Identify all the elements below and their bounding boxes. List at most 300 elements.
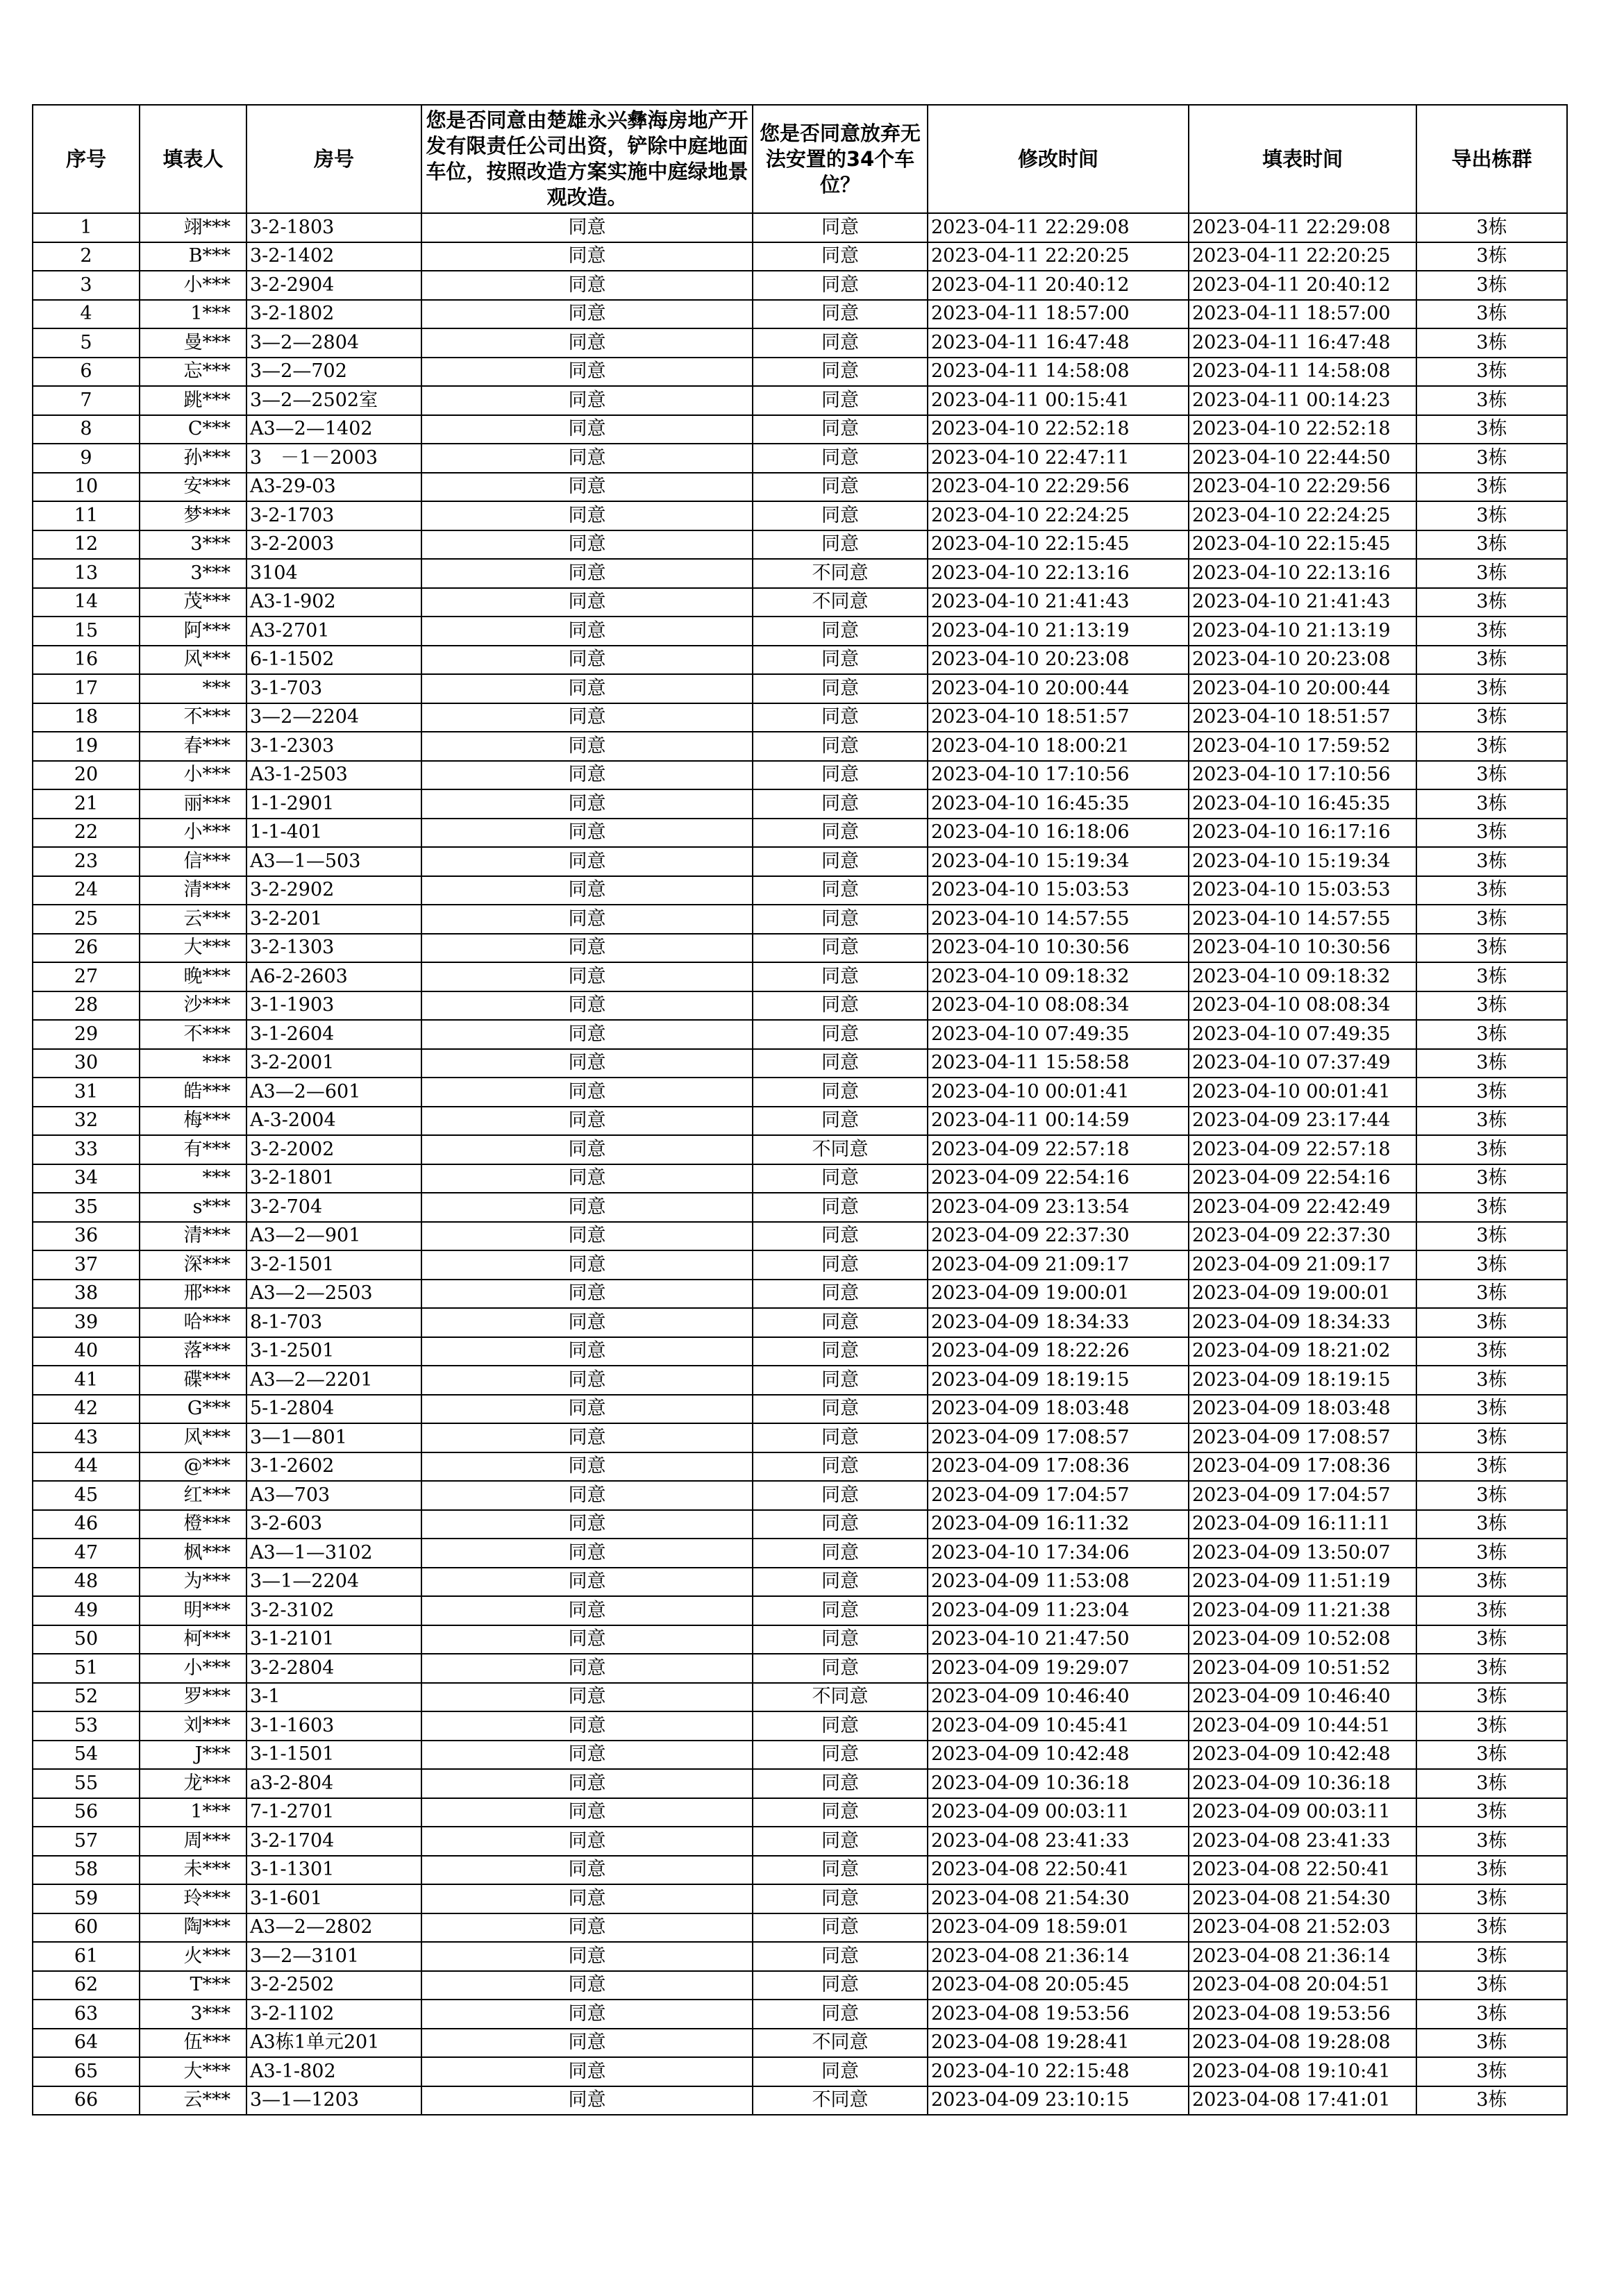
- cell-building-group: 3栋: [1416, 559, 1567, 588]
- cell-filled-time: 2023-04-08 21:54:30: [1189, 1884, 1416, 1913]
- cell-respondent: 跳***: [140, 386, 246, 415]
- cell-room-number: 3-2-1802: [246, 300, 421, 329]
- cell-parking-answer: 同意: [753, 530, 928, 560]
- cell-modified-time: 2023-04-11 22:20:25: [928, 242, 1189, 271]
- cell-modified-time: 2023-04-09 17:08:36: [928, 1452, 1189, 1482]
- cell-room-number: 3—2—702: [246, 358, 421, 387]
- cell-filled-time: 2023-04-09 18:21:02: [1189, 1337, 1416, 1366]
- cell-parking-answer: 同意: [753, 1280, 928, 1309]
- cell-renovation-answer: 同意: [421, 1107, 753, 1136]
- cell-modified-time: 2023-04-11 15:58:58: [928, 1049, 1189, 1078]
- cell-room-number: 3—1—1203: [246, 2086, 421, 2115]
- cell-respondent: 3***: [140, 530, 246, 560]
- cell-filled-time: 2023-04-09 18:03:48: [1189, 1395, 1416, 1424]
- cell-modified-time: 2023-04-10 14:57:55: [928, 905, 1189, 934]
- cell-room-number: 3-2-2001: [246, 1049, 421, 1078]
- cell-filled-time: 2023-04-10 08:08:34: [1189, 991, 1416, 1021]
- cell-renovation-answer: 同意: [421, 271, 753, 300]
- cell-building-group: 3栋: [1416, 1481, 1567, 1510]
- cell-modified-time: 2023-04-10 22:15:48: [928, 2057, 1189, 2086]
- cell-modified-time: 2023-04-09 17:08:57: [928, 1423, 1189, 1452]
- cell-building-group: 3栋: [1416, 646, 1567, 675]
- cell-respondent: ***: [140, 1049, 246, 1078]
- cell-room-number: 3-1-601: [246, 1884, 421, 1913]
- cell-room-number: A6-2-2603: [246, 962, 421, 991]
- cell-index: 55: [33, 1769, 140, 1798]
- cell-index: 12: [33, 530, 140, 560]
- cell-modified-time: 2023-04-09 10:36:18: [928, 1769, 1189, 1798]
- cell-parking-answer: 同意: [753, 703, 928, 732]
- cell-modified-time: 2023-04-10 21:13:19: [928, 617, 1189, 646]
- cell-renovation-answer: 同意: [421, 588, 753, 617]
- cell-renovation-answer: 同意: [421, 1942, 753, 1971]
- cell-respondent: 为***: [140, 1568, 246, 1597]
- table-row: [33, 1596, 1567, 1625]
- table-row: [33, 1884, 1567, 1913]
- cell-modified-time: 2023-04-09 22:54:16: [928, 1164, 1189, 1193]
- cell-parking-answer: 不同意: [753, 1135, 928, 1164]
- cell-building-group: 3栋: [1416, 789, 1567, 819]
- cell-room-number: A3-1-802: [246, 2057, 421, 2086]
- cell-renovation-answer: 同意: [421, 1856, 753, 1885]
- cell-building-group: 3栋: [1416, 444, 1567, 473]
- cell-building-group: 3栋: [1416, 847, 1567, 876]
- cell-parking-answer: 不同意: [753, 1683, 928, 1712]
- cell-parking-answer: 不同意: [753, 559, 928, 588]
- cell-renovation-answer: 同意: [421, 1510, 753, 1539]
- cell-index: 58: [33, 1856, 140, 1885]
- table-row: [33, 1827, 1567, 1856]
- cell-renovation-answer: 同意: [421, 213, 753, 242]
- cell-index: 4: [33, 300, 140, 329]
- cell-modified-time: 2023-04-10 22:24:25: [928, 501, 1189, 530]
- cell-building-group: 3栋: [1416, 1078, 1567, 1107]
- cell-modified-time: 2023-04-09 18:59:01: [928, 1913, 1189, 1943]
- cell-index: 43: [33, 1423, 140, 1452]
- cell-filled-time: 2023-04-10 22:44:50: [1189, 444, 1416, 473]
- table-row: [33, 991, 1567, 1021]
- cell-building-group: 3栋: [1416, 1164, 1567, 1193]
- cell-respondent: 清***: [140, 1222, 246, 1251]
- cell-filled-time: 2023-04-10 15:03:53: [1189, 876, 1416, 905]
- cell-renovation-answer: 同意: [421, 1193, 753, 1222]
- cell-filled-time: 2023-04-10 22:24:25: [1189, 501, 1416, 530]
- cell-room-number: 1-1-401: [246, 819, 421, 848]
- cell-room-number: A3-29-03: [246, 473, 421, 502]
- cell-building-group: 3栋: [1416, 2086, 1567, 2115]
- cell-parking-answer: 同意: [753, 1049, 928, 1078]
- cell-parking-answer: 同意: [753, 473, 928, 502]
- cell-building-group: 3栋: [1416, 1135, 1567, 1164]
- table-row: [33, 1942, 1567, 1971]
- cell-parking-answer: 同意: [753, 1884, 928, 1913]
- cell-building-group: 3栋: [1416, 1222, 1567, 1251]
- table-row: [33, 1741, 1567, 1770]
- cell-filled-time: 2023-04-08 21:36:14: [1189, 1942, 1416, 1971]
- cell-parking-answer: 同意: [753, 991, 928, 1021]
- cell-room-number: 3-1-1301: [246, 1856, 421, 1885]
- cell-modified-time: 2023-04-08 19:53:56: [928, 2000, 1189, 2029]
- cell-modified-time: 2023-04-09 22:37:30: [928, 1222, 1189, 1251]
- cell-modified-time: 2023-04-09 21:09:17: [928, 1250, 1189, 1280]
- cell-index: 60: [33, 1913, 140, 1943]
- cell-index: 5: [33, 328, 140, 358]
- cell-modified-time: 2023-04-10 10:30:56: [928, 934, 1189, 963]
- cell-renovation-answer: 同意: [421, 1913, 753, 1943]
- cell-parking-answer: 同意: [753, 934, 928, 963]
- cell-filled-time: 2023-04-10 07:49:35: [1189, 1020, 1416, 1049]
- cell-renovation-answer: 同意: [421, 1366, 753, 1395]
- cell-index: 8: [33, 415, 140, 444]
- cell-room-number: 3-2-1801: [246, 1164, 421, 1193]
- cell-modified-time: 2023-04-10 22:52:18: [928, 415, 1189, 444]
- cell-room-number: 1-1-2901: [246, 789, 421, 819]
- cell-parking-answer: 不同意: [753, 2029, 928, 2058]
- cell-modified-time: 2023-04-11 00:15:41: [928, 386, 1189, 415]
- cell-respondent: 伍***: [140, 2029, 246, 2058]
- cell-room-number: 3-2-1501: [246, 1250, 421, 1280]
- cell-parking-answer: 同意: [753, 1625, 928, 1654]
- cell-renovation-answer: 同意: [421, 1683, 753, 1712]
- table-row: [33, 1020, 1567, 1049]
- cell-parking-answer: 同意: [753, 1337, 928, 1366]
- cell-renovation-answer: 同意: [421, 962, 753, 991]
- table-row: [33, 358, 1567, 387]
- cell-modified-time: 2023-04-10 17:34:06: [928, 1539, 1189, 1568]
- cell-respondent: @***: [140, 1452, 246, 1482]
- table-row: [33, 1280, 1567, 1309]
- cell-room-number: 3-1-2303: [246, 732, 421, 761]
- cell-renovation-answer: 同意: [421, 1654, 753, 1683]
- cell-filled-time: 2023-04-08 22:50:41: [1189, 1856, 1416, 1885]
- cell-room-number: 3-2-1803: [246, 213, 421, 242]
- cell-renovation-answer: 同意: [421, 934, 753, 963]
- cell-room-number: A3—2—2201: [246, 1366, 421, 1395]
- cell-renovation-answer: 同意: [421, 386, 753, 415]
- cell-modified-time: 2023-04-10 20:00:44: [928, 674, 1189, 703]
- cell-index: 64: [33, 2029, 140, 2058]
- cell-modified-time: 2023-04-08 21:54:30: [928, 1884, 1189, 1913]
- cell-parking-answer: 同意: [753, 1481, 928, 1510]
- cell-modified-time: 2023-04-10 07:49:35: [928, 1020, 1189, 1049]
- cell-index: 6: [33, 358, 140, 387]
- table-row: [33, 876, 1567, 905]
- cell-modified-time: 2023-04-09 18:34:33: [928, 1308, 1189, 1337]
- cell-filled-time: 2023-04-08 17:41:01: [1189, 2086, 1416, 2115]
- cell-parking-answer: 同意: [753, 1568, 928, 1597]
- cell-index: 57: [33, 1827, 140, 1856]
- cell-renovation-answer: 同意: [421, 789, 753, 819]
- cell-room-number: 3-2-201: [246, 905, 421, 934]
- cell-index: 30: [33, 1049, 140, 1078]
- table-row: [33, 934, 1567, 963]
- cell-respondent: 深***: [140, 1250, 246, 1280]
- cell-room-number: 3-1: [246, 1683, 421, 1712]
- cell-room-number: 3—2—2804: [246, 328, 421, 358]
- table-row: [33, 646, 1567, 675]
- cell-respondent: 小***: [140, 271, 246, 300]
- cell-building-group: 3栋: [1416, 473, 1567, 502]
- cell-room-number: A3—2—1402: [246, 415, 421, 444]
- cell-filled-time: 2023-04-09 13:50:07: [1189, 1539, 1416, 1568]
- cell-building-group: 3栋: [1416, 1913, 1567, 1943]
- cell-parking-answer: 同意: [753, 1913, 928, 1943]
- cell-index: 18: [33, 703, 140, 732]
- cell-renovation-answer: 同意: [421, 819, 753, 848]
- cell-renovation-answer: 同意: [421, 2086, 753, 2115]
- cell-room-number: 3-1-2501: [246, 1337, 421, 1366]
- cell-modified-time: 2023-04-11 22:29:08: [928, 213, 1189, 242]
- cell-filled-time: 2023-04-09 22:42:49: [1189, 1193, 1416, 1222]
- cell-room-number: A3—2—601: [246, 1078, 421, 1107]
- table-row: [33, 1164, 1567, 1193]
- cell-parking-answer: 同意: [753, 1250, 928, 1280]
- cell-renovation-answer: 同意: [421, 1481, 753, 1510]
- cell-index: 51: [33, 1654, 140, 1683]
- cell-building-group: 3栋: [1416, 1683, 1567, 1712]
- table-row: [33, 847, 1567, 876]
- cell-parking-answer: 同意: [753, 300, 928, 329]
- cell-renovation-answer: 同意: [421, 1280, 753, 1309]
- cell-building-group: 3栋: [1416, 1884, 1567, 1913]
- cell-index: 39: [33, 1308, 140, 1337]
- cell-building-group: 3栋: [1416, 876, 1567, 905]
- cell-index: 15: [33, 617, 140, 646]
- cell-room-number: 3-1-1603: [246, 1711, 421, 1741]
- cell-respondent: 皓***: [140, 1078, 246, 1107]
- cell-respondent: 碟***: [140, 1366, 246, 1395]
- cell-filled-time: 2023-04-10 14:57:55: [1189, 905, 1416, 934]
- cell-renovation-answer: 同意: [421, 501, 753, 530]
- cell-room-number: 3-2-2502: [246, 1971, 421, 2000]
- table-row: [33, 1539, 1567, 1568]
- table-row: [33, 501, 1567, 530]
- cell-building-group: 3栋: [1416, 934, 1567, 963]
- cell-filled-time: 2023-04-09 22:57:18: [1189, 1135, 1416, 1164]
- cell-building-group: 3栋: [1416, 242, 1567, 271]
- cell-filled-time: 2023-04-09 22:37:30: [1189, 1222, 1416, 1251]
- cell-renovation-answer: 同意: [421, 1395, 753, 1424]
- cell-respondent: 柯***: [140, 1625, 246, 1654]
- cell-modified-time: 2023-04-09 10:45:41: [928, 1711, 1189, 1741]
- cell-respondent: 橙***: [140, 1510, 246, 1539]
- cell-index: 56: [33, 1798, 140, 1827]
- cell-building-group: 3栋: [1416, 1711, 1567, 1741]
- cell-modified-time: 2023-04-10 00:01:41: [928, 1078, 1189, 1107]
- cell-index: 46: [33, 1510, 140, 1539]
- cell-renovation-answer: 同意: [421, 732, 753, 761]
- cell-room-number: A3—703: [246, 1481, 421, 1510]
- cell-renovation-answer: 同意: [421, 905, 753, 934]
- cell-room-number: 7-1-2701: [246, 1798, 421, 1827]
- table-row: [33, 1625, 1567, 1654]
- cell-building-group: 3栋: [1416, 358, 1567, 387]
- cell-respondent: 罗***: [140, 1683, 246, 1712]
- header-room-number: 房号: [246, 105, 421, 213]
- cell-respondent: 梅***: [140, 1107, 246, 1136]
- cell-building-group: 3栋: [1416, 415, 1567, 444]
- cell-modified-time: 2023-04-08 22:50:41: [928, 1856, 1189, 1885]
- cell-room-number: A3栋1单元201: [246, 2029, 421, 2058]
- cell-index: 17: [33, 674, 140, 703]
- cell-index: 9: [33, 444, 140, 473]
- cell-parking-answer: 同意: [753, 1971, 928, 2000]
- cell-modified-time: 2023-04-08 21:36:14: [928, 1942, 1189, 1971]
- cell-modified-time: 2023-04-10 22:15:45: [928, 530, 1189, 560]
- table-row: [33, 1423, 1567, 1452]
- cell-modified-time: 2023-04-09 19:29:07: [928, 1654, 1189, 1683]
- cell-renovation-answer: 同意: [421, 2029, 753, 2058]
- cell-room-number: 3—1—801: [246, 1423, 421, 1452]
- cell-index: 28: [33, 991, 140, 1021]
- cell-building-group: 3栋: [1416, 2057, 1567, 2086]
- cell-index: 22: [33, 819, 140, 848]
- cell-modified-time: 2023-04-10 08:08:34: [928, 991, 1189, 1021]
- cell-index: 23: [33, 847, 140, 876]
- cell-respondent: 明***: [140, 1596, 246, 1625]
- cell-renovation-answer: 同意: [421, 761, 753, 790]
- cell-renovation-answer: 同意: [421, 1741, 753, 1770]
- table-row: [33, 1769, 1567, 1798]
- cell-filled-time: 2023-04-09 18:34:33: [1189, 1308, 1416, 1337]
- cell-filled-time: 2023-04-09 17:08:36: [1189, 1452, 1416, 1482]
- cell-renovation-answer: 同意: [421, 847, 753, 876]
- cell-room-number: 3—2—3101: [246, 1942, 421, 1971]
- cell-modified-time: 2023-04-10 22:13:16: [928, 559, 1189, 588]
- cell-parking-answer: 同意: [753, 1539, 928, 1568]
- cell-filled-time: 2023-04-10 10:30:56: [1189, 934, 1416, 963]
- cell-filled-time: 2023-04-09 17:08:57: [1189, 1423, 1416, 1452]
- cell-respondent: 安***: [140, 473, 246, 502]
- cell-room-number: 3-1-2602: [246, 1452, 421, 1482]
- cell-respondent: 龙***: [140, 1769, 246, 1798]
- cell-room-number: 3-1-1501: [246, 1741, 421, 1770]
- cell-parking-answer: 同意: [753, 271, 928, 300]
- cell-building-group: 3栋: [1416, 1280, 1567, 1309]
- cell-room-number: 3-2-2804: [246, 1654, 421, 1683]
- cell-index: 20: [33, 761, 140, 790]
- cell-renovation-answer: 同意: [421, 1827, 753, 1856]
- cell-renovation-answer: 同意: [421, 1423, 753, 1452]
- table-row: [33, 1222, 1567, 1251]
- cell-filled-time: 2023-04-10 16:45:35: [1189, 789, 1416, 819]
- cell-parking-answer: 不同意: [753, 2086, 928, 2115]
- cell-parking-answer: 同意: [753, 213, 928, 242]
- cell-building-group: 3栋: [1416, 1020, 1567, 1049]
- cell-respondent: 大***: [140, 934, 246, 963]
- cell-respondent: 有***: [140, 1135, 246, 1164]
- cell-filled-time: 2023-04-10 09:18:32: [1189, 962, 1416, 991]
- cell-modified-time: 2023-04-10 21:41:43: [928, 588, 1189, 617]
- cell-building-group: 3栋: [1416, 819, 1567, 848]
- cell-modified-time: 2023-04-11 18:57:00: [928, 300, 1189, 329]
- cell-renovation-answer: 同意: [421, 674, 753, 703]
- table-row: [33, 1452, 1567, 1482]
- cell-building-group: 3栋: [1416, 1654, 1567, 1683]
- header-index: 序号: [33, 105, 140, 213]
- cell-respondent: 红***: [140, 1481, 246, 1510]
- cell-filled-time: 2023-04-08 19:10:41: [1189, 2057, 1416, 2086]
- cell-parking-answer: 不同意: [753, 588, 928, 617]
- table-row: [33, 271, 1567, 300]
- cell-modified-time: 2023-04-10 22:29:56: [928, 473, 1189, 502]
- cell-filled-time: 2023-04-10 17:59:52: [1189, 732, 1416, 761]
- cell-respondent: 落***: [140, 1337, 246, 1366]
- table-row: [33, 1711, 1567, 1741]
- cell-renovation-answer: 同意: [421, 1625, 753, 1654]
- cell-building-group: 3栋: [1416, 1250, 1567, 1280]
- cell-room-number: 3-2-1102: [246, 2000, 421, 2029]
- cell-filled-time: 2023-04-08 23:41:33: [1189, 1827, 1416, 1856]
- cell-room-number: 3-2-2002: [246, 1135, 421, 1164]
- cell-room-number: A3-1-902: [246, 588, 421, 617]
- cell-parking-answer: 同意: [753, 1395, 928, 1424]
- cell-respondent: ***: [140, 1164, 246, 1193]
- cell-building-group: 3栋: [1416, 1741, 1567, 1770]
- cell-renovation-answer: 同意: [421, 1164, 753, 1193]
- cell-renovation-answer: 同意: [421, 1711, 753, 1741]
- cell-modified-time: 2023-04-10 20:23:08: [928, 646, 1189, 675]
- cell-room-number: 3-2-2904: [246, 271, 421, 300]
- cell-index: 65: [33, 2057, 140, 2086]
- cell-room-number: A3—2—2503: [246, 1280, 421, 1309]
- cell-respondent: G***: [140, 1395, 246, 1424]
- table-row: [33, 1107, 1567, 1136]
- cell-modified-time: 2023-04-11 00:14:59: [928, 1107, 1189, 1136]
- cell-respondent: 忘***: [140, 358, 246, 387]
- cell-filled-time: 2023-04-08 19:28:08: [1189, 2029, 1416, 2058]
- cell-room-number: 3-2-1402: [246, 242, 421, 271]
- cell-index: 19: [33, 732, 140, 761]
- table-row: [33, 300, 1567, 329]
- cell-respondent: 邢***: [140, 1280, 246, 1309]
- table-row: [33, 2000, 1567, 2029]
- cell-modified-time: 2023-04-09 10:42:48: [928, 1741, 1189, 1770]
- cell-parking-answer: 同意: [753, 358, 928, 387]
- cell-modified-time: 2023-04-10 16:45:35: [928, 789, 1189, 819]
- cell-index: 63: [33, 2000, 140, 2029]
- cell-renovation-answer: 同意: [421, 559, 753, 588]
- cell-renovation-answer: 同意: [421, 530, 753, 560]
- cell-respondent: 阿***: [140, 617, 246, 646]
- cell-room-number: A3—1—3102: [246, 1539, 421, 1568]
- survey-table: [32, 104, 1568, 2115]
- cell-index: 66: [33, 2086, 140, 2115]
- cell-building-group: 3栋: [1416, 1625, 1567, 1654]
- cell-respondent: 1***: [140, 1798, 246, 1827]
- cell-building-group: 3栋: [1416, 328, 1567, 358]
- header-question-renovation: 您是否同意由楚雄永兴彝海房地产开发有限责任公司出资，铲除中庭地面车位，按照改造方案实施中庭绿地景观改造。: [421, 105, 753, 213]
- cell-parking-answer: 同意: [753, 646, 928, 675]
- cell-parking-answer: 同意: [753, 444, 928, 473]
- cell-modified-time: 2023-04-09 19:00:01: [928, 1280, 1189, 1309]
- cell-filled-time: 2023-04-10 17:10:56: [1189, 761, 1416, 790]
- cell-building-group: 3栋: [1416, 271, 1567, 300]
- cell-index: 13: [33, 559, 140, 588]
- cell-room-number: 3-2-1303: [246, 934, 421, 963]
- cell-room-number: A3—2—901: [246, 1222, 421, 1251]
- cell-index: 50: [33, 1625, 140, 1654]
- cell-building-group: 3栋: [1416, 1856, 1567, 1885]
- cell-modified-time: 2023-04-10 18:00:21: [928, 732, 1189, 761]
- cell-modified-time: 2023-04-09 00:03:11: [928, 1798, 1189, 1827]
- cell-respondent: 清***: [140, 876, 246, 905]
- cell-index: 48: [33, 1568, 140, 1597]
- cell-modified-time: 2023-04-09 23:13:54: [928, 1193, 1189, 1222]
- cell-index: 1: [33, 213, 140, 242]
- cell-index: 3: [33, 271, 140, 300]
- cell-parking-answer: 同意: [753, 1654, 928, 1683]
